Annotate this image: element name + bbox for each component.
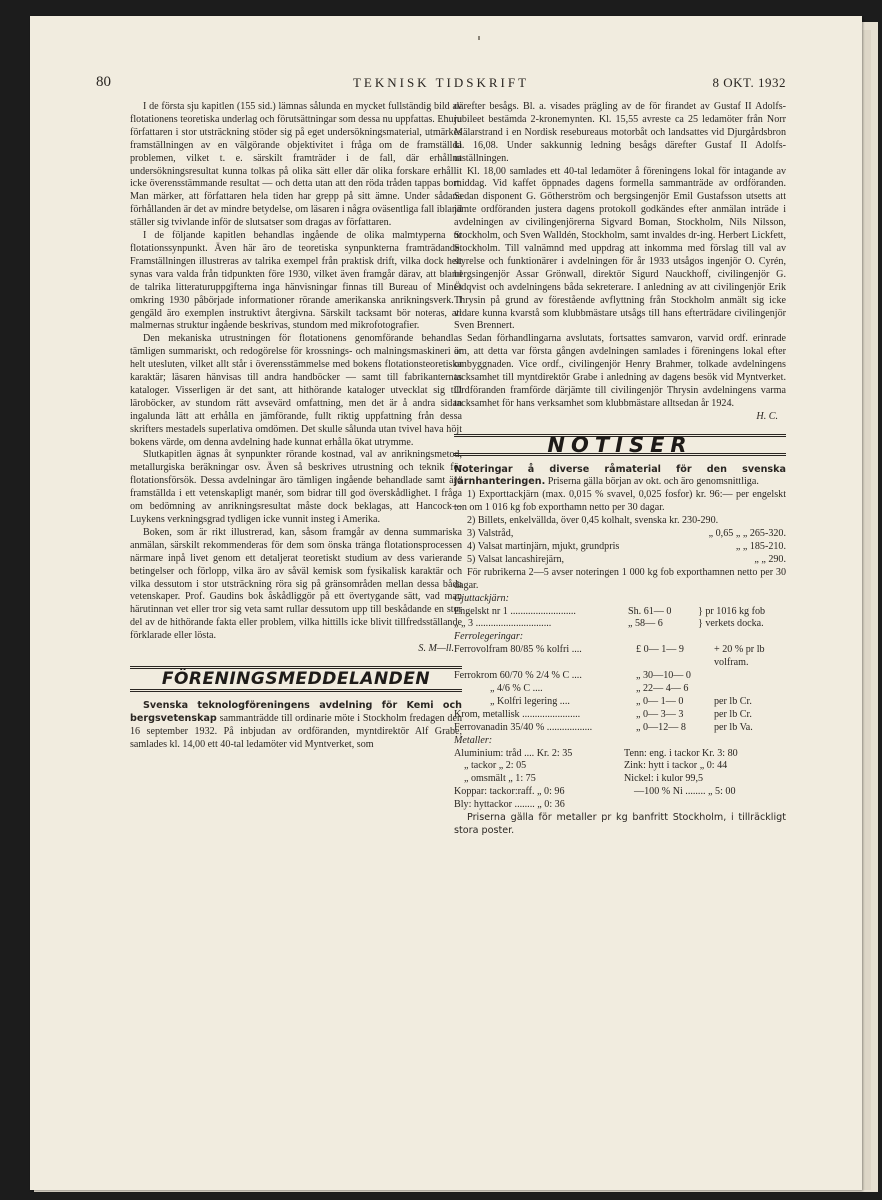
- price-row-value: „ 0—12— 8: [636, 721, 686, 733]
- price-row-value: „ 30—10— 0: [636, 670, 691, 682]
- review-signature: S. M—ll.: [418, 643, 454, 655]
- price-row-note: volfram.: [714, 657, 749, 669]
- page-number: 80: [96, 74, 111, 90]
- price-row-label: „ 4/6 % C ....: [490, 682, 543, 694]
- issue-date: 8 OKT. 1932: [712, 75, 786, 90]
- section-heading-foreningsmeddelanden: FÖRENINGSMEDDELANDEN: [130, 666, 462, 692]
- review-paragraph: I de första sju kapitlen (155 sid.) lämnas sålunda en mycket fullständig bild av flotationens teoretiska underlag och förutsättningar som dessa nu uppfattas. Ehuru författaren i stor utsträckning stöder sig på eget undersökningsmaterial, utmärkes framställningen av en välgörande objektivitet i fråga om de framställda problemen, vilket t. e. särskilt framträder i de fall, där erhållna undersökningsresultat kunna tolkas på olika sätt eller där olika forskare erhållit icke överensstämmande resultat — och detta utan att den röda tråden tappas bort. Man märker, att författaren hela tiden har grepp på sitt ämne. Under sådana förhållanden är det av mindre betydelse, om läsaren i några oväsentliga fall ibland ställer sig tvivlande inför de slutsatser som dragas av författaren.: [130, 101, 462, 229]
- notice-lead: Noteringar å diverse råmaterial för den svenska järnhanteringen.: [454, 463, 786, 488]
- metal-price: Koppar: tackor:raff. „ 0: 96: [454, 786, 565, 798]
- metal-price: Aluminium: tråd .... Kr. 2: 35: [454, 747, 573, 759]
- meeting-signature: H. C.: [756, 410, 778, 422]
- running-header: [96, 74, 786, 90]
- metal-price: Nickel: i kulor 99,5: [624, 773, 704, 785]
- review-paragraph: Slutkapitlen ägnas åt synpunkter rörande kostnad, val av anrikningsmetod, metallurgiska beräkningar osv. Även så beskrives utrustning och teknik för flotationsförsök. Dessa avdelningar äro tämligen ingående behandlade samt äro framställda i ett vetenskapligt manér, som bidrar till god överskådlighet. I fråga om bedömning av anrikningsresultat måste dock beklagas, att Hancock—Luykens verkningsgrad tydligen icke vunnit insteg i Amerika.: [130, 449, 462, 525]
- price-row-value: Sh. 61— 0: [628, 605, 672, 617]
- price-row-label: Engelskt nr 1 ..........................: [454, 605, 576, 617]
- subheading-gjuttackjarn: Gjuttackjärn:: [454, 592, 509, 604]
- price-item-label: 3) Valstråd,: [467, 528, 514, 540]
- paper-mark: [478, 36, 480, 40]
- price-item: 2) Billets, enkelvällda, över 0,45 kolhalt, svenska kr. 230-290.: [467, 515, 719, 527]
- review-paragraph: I de följande kapitlen behandlas ingående de olika malmtyperna ur flotationssynpunkt. Även här äro de teoretiska synpunkterna framträdande. Framställningen illustreras av talrika exempel från praktisk drift, vilka dock helt synas vara valda från tidpunkten före 1930, vilket även framgår därav, att bland de talrika litteraturuppgifterna inga hänvisningar finnas till Bureau of Mines omkring 1930 påbörjade informationer rörande amerikanska anrikningsverk. I gengäld äro exemplen instruktivt återgivna. Särskilt tacksamt bör noteras, att malmernas struktur ingående beskrivas, stundom med mikrofotografier.: [130, 230, 462, 332]
- price-row-value: „ 58— 6: [628, 618, 663, 630]
- price-row-note: + 20 % pr lb: [714, 644, 765, 656]
- price-row-note: } pr 1016 kg fob: [698, 605, 766, 617]
- price-row-label: Ferrovanadin 35/40 % ..................: [454, 721, 593, 733]
- price-item-value: „ 0,65 „ „ 265-320.: [708, 528, 786, 540]
- journal-title: TEKNISK TIDSKRIFT: [352, 75, 530, 90]
- metal-price: „ omsmält „ 1: 75: [464, 773, 536, 785]
- subheading-ferrolegeringar: Ferrolegeringar:: [454, 631, 524, 643]
- price-row-value: „ 0— 1— 0: [636, 695, 684, 707]
- metal-price: —100 % Ni ........ „ 5: 00: [634, 786, 736, 798]
- price-row-note: per lb Va.: [714, 721, 753, 733]
- review-paragraph: Boken, som är rikt illustrerad, kan, såsom framgår av denna summariska anmälan, särskilt rekommenderas för dem som önska tränga flotationsprocessen närmare inpå livet genom ett detaljerat teoretiskt studium av dess varierande betingelser och förlopp, vilka äro av såväl kemisk som fysikalisk karaktär och vilka dessutom i stor utsträckning röra sig på gränsområden mellan dessa båda vetenskaper. Prof. Gaudins bok åskådliggör på ett övertygande sätt, vad man härutinnan vet eller tror sig veta samt rullar dessutom upp till beskådande en stor del av de hithörande fakta eller problem, vilka hittills icke blivit tillfredsställande förklarade eller lösta.: [130, 526, 462, 642]
- price-row-note: per lb Cr.: [714, 695, 752, 707]
- price-row-label: Ferrokrom 60/70 % 2/4 % C ....: [454, 670, 582, 682]
- meeting-lead: Svenska teknologföreningens avdelning för Kemi och bergsvetenskap: [130, 699, 462, 724]
- metal-price: „ tackor „ 2: 05: [464, 760, 527, 772]
- closing-note: Priserna gälla för metaller pr kg banfritt Stockholm, i tillräckligt stora poster.: [454, 812, 786, 836]
- metal-price: Bly: hyttackor ........ „ 0: 36: [454, 799, 565, 811]
- metal-price: Tenn: eng. i tackor Kr. 3: 80: [624, 747, 738, 759]
- price-row-label: Ferrovolfram 80/85 % kolfri ....: [454, 644, 582, 656]
- price-row-note: } verkets docka.: [698, 618, 764, 630]
- notice-text: Priserna gälla början av okt. och äro genomsnittliga.: [547, 476, 759, 488]
- left-column: [130, 101, 462, 752]
- price-item-value: „ „ 290.: [754, 553, 786, 565]
- price-row-label: Krom, metallisk .......................: [454, 708, 581, 720]
- review-paragraph: Den mekaniska utrustningen för flotationens genomförande behandlas tämligen summariskt, och redogörelse för krossnings- och malningsmaskineri är helt utesluten, vilket allt står i överensstämmelse med bokens flotationsteoretiska karaktär; läsaren hänvisas till andra handböcker — samt till fabrikanternas kataloger. Visserligen är det sant, att hithörande kataloger utvecklat sig till läroböcker, av stundom rätt avsevärd omfattning, men det är å andra sidan ingalunda lätt att erhålla en jämförande, fullt riktig uppfattning från dessa skrifters mestadels superlativa omdömen. Det skulle sålunda utan tvivel hava höjt bokens värde, om denna avdelning hade kunnat erhålla ökat utrymme.: [130, 333, 462, 448]
- price-item-value: „ „ 185-210.: [735, 541, 786, 552]
- right-column: [454, 101, 786, 838]
- meeting-paragraph: Kl. 18,00 samlades ett 40-tal ledamöter å föreningens lokal för intagande av middag. Vid kaffet öppnades dagens formella sammanträde av ordföranden. Sedan disponent G. Götherström och bergsingenjör Emil Gustafsson utsetts att jämte ordföranden justera dagens protokoll godkändes efter anmälan inträde i avdelningen av civilingenjörerna Sigvard Boman, Stockholm, Nils Nilsson, Stockholm, och Sven Walldén, Stockholm, samt invaldes dr-ing. Herbert Lickfett, Stockholm. Till valnämnd med uppdrag att inkomma med förslag till val av styrelse och funktionärer i avdelningen för år 1933 utsågos ingenjör O. Cyrén, bergsingenjör Assar Grönwall, direktör Sigurd Nauckhoff, civilingenjör G. Ödqvist och avdelningens båda sekreterare. I anledning av att civilingenjör Erik Thrysin på grund av förestående avflyttning från Stockholm anmält sig icke vidare kunna kvarstå som klubbmästare utsågs till hans efterträdare civilingenjör Sven Brennert.: [454, 165, 786, 332]
- subheading-metaller: Metaller:: [454, 734, 493, 746]
- meeting-paragraph: därefter besågs. Bl. a. visades prägling av de för firandet av Gustaf II Adolfs-jubileet bestämda 2-kronemynten. Kl. 15,55 avreste ca 25 ledamöter från Norr Mälarstrand i en Nordisk resebureaus motorbåt och landsattes vid Djurgårdsbron kl. 16,08. Under sakkunnig ledning besågs därefter Gustaf II Adolfs-utställningen.: [454, 101, 786, 164]
- price-item-label: 5) Valsat lancashirejärn,: [467, 553, 565, 565]
- price-item: 1) Exporttackjärn (max. 0,015 % svavel, 0,025 fosfor) kr. 96:— per engelskt ton om 1 016 kg fob exporthamn netto per 30 dagar.: [454, 489, 786, 514]
- meeting-paragraph: Sedan förhandlingarna avslutats, fortsattes samvaron, varvid ordf. erinrade om, att detta var första gången avdelningen samlades i föreningens lokal efter ombyggnaden. Vice ordf., civilingenjör Henry Brahmer, tolkade avdelningens tacksamhet till myntdirektör Grabe i anledning av dagens besök vid Myntverket. Ordföranden framförde därjämte till civilingenjör Thrysin avdelningens varma tacksamhet för hans verksamhet som klubbmästare alltsedan år 1924.: [454, 333, 786, 409]
- metal-price: Zink: hytt i tackor „ 0: 44: [624, 760, 728, 772]
- price-row-label: „ „ 3 ..............................: [454, 618, 552, 630]
- price-item-label: 4) Valsat martinjärn, mjukt, grundpris: [467, 541, 620, 552]
- section-heading-notiser: NOTISER: [454, 434, 786, 456]
- meeting-text: sammanträdde till ordinarie möte i Stockholm fredagen den 16 september 1932. På inbjudan av ordföranden, myntdirektör Alf Grabe, samlades kl. 14,00 ett 40-tal ledamöter vid Myntverket, som: [130, 712, 462, 750]
- price-note: För rubrikerna 2—5 avser noteringen 1 000 kg fob exporthamnen netto per 30 dagar.: [454, 566, 786, 591]
- price-row-label: „ Kolfri legering ....: [490, 695, 570, 707]
- price-row-value: £ 0— 1— 9: [636, 644, 684, 656]
- price-row-note: per lb Cr.: [714, 708, 752, 720]
- price-row-value: „ 22— 4— 6: [636, 682, 689, 694]
- price-row-value: „ 0— 3— 3: [636, 708, 684, 720]
